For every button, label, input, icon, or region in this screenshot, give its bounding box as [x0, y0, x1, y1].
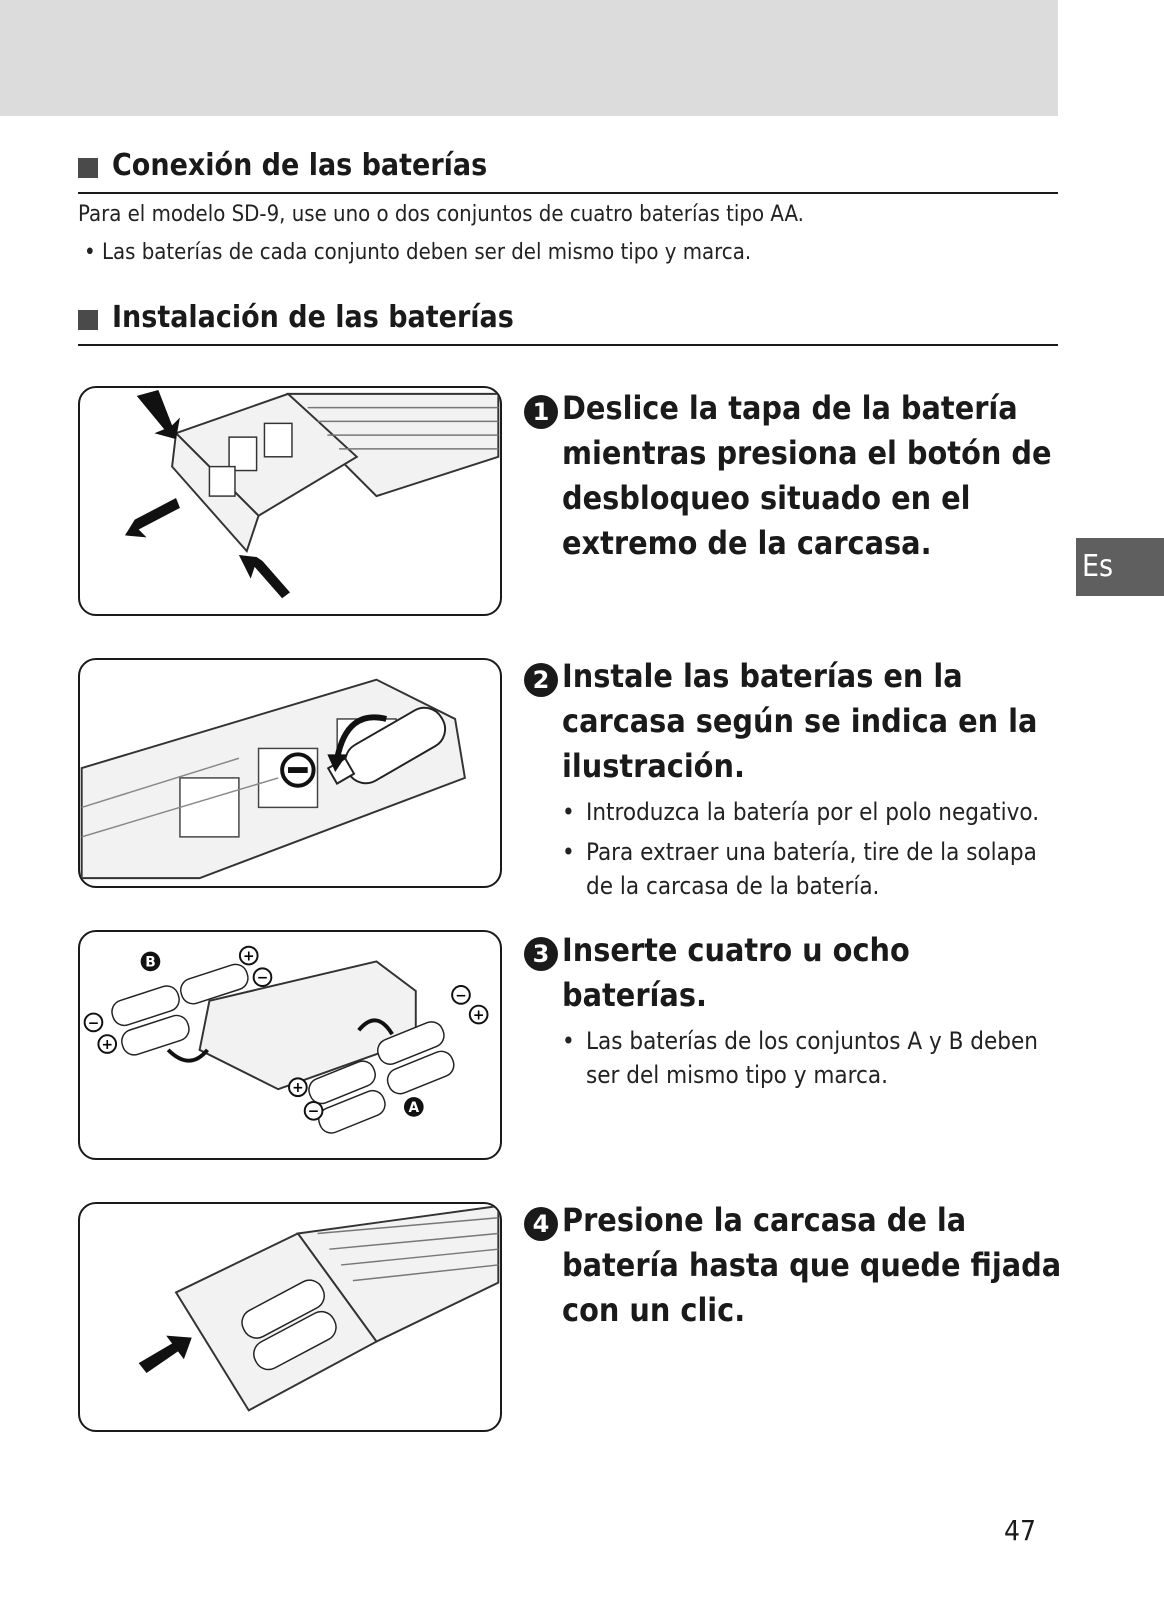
svg-text:B: B [145, 954, 156, 971]
svg-text:−: − [455, 987, 467, 1004]
step-notes [562, 795, 1064, 903]
plus-pole-icon [240, 947, 258, 965]
set-b-label [141, 952, 161, 972]
battery-sets-illustration [80, 932, 500, 1158]
square-bullet-icon [78, 158, 98, 178]
language-tab: Es [1076, 538, 1164, 596]
svg-text:−: − [256, 970, 269, 987]
step-number-badge: 4 [524, 1207, 558, 1241]
svg-text:−: − [307, 1103, 320, 1120]
section-title: Instalación de las baterías [112, 300, 514, 335]
step-number-badge: 2 [524, 663, 558, 697]
svg-text:+: + [472, 1007, 485, 1024]
plus-pole-icon [289, 1078, 307, 1096]
step-2 [524, 654, 1064, 909]
step-notes [562, 1024, 1064, 1092]
step-note: • Para extraer una batería, tire de la solapa de la carcasa de la batería. [562, 835, 1064, 903]
minus-pole-icon [305, 1102, 323, 1120]
svg-text:A: A [408, 1099, 420, 1116]
push-arrow-icon [139, 1336, 192, 1373]
note-text: • Las baterías de cada conjunto deben ser del mismo tipo y marca. [84, 240, 752, 265]
page-number: 47 [1004, 1514, 1037, 1547]
step-3 [524, 928, 1064, 1098]
step-title: Presione la carcasa de la batería hasta que quede fijada con un clic. [562, 1201, 1062, 1329]
plus-pole-icon [470, 1006, 488, 1024]
minus-pole-icon [254, 968, 272, 986]
minus-pole-icon [452, 986, 470, 1004]
battery-holder-close-illustration [80, 1204, 500, 1430]
step-title: Inserte cuatro u ocho baterías. [562, 931, 910, 1014]
step-number-badge: 3 [524, 937, 558, 971]
intro-text: Para el modelo SD-9, use uno o dos conjuntos de cuatro baterías tipo AA. [78, 202, 804, 227]
section-heading-connection [78, 148, 1058, 194]
minus-pole-icon [85, 1014, 103, 1032]
minus-pole-icon [282, 754, 313, 785]
step-4 [524, 1198, 1064, 1333]
header-band [0, 0, 1058, 116]
square-bullet-icon [78, 310, 98, 330]
step-note: • Introduzca la batería por el polo negativo. [562, 795, 1064, 829]
section-heading-installation [78, 300, 1058, 346]
step-title: Instale las baterías en la carcasa según se indica en la ilustración. [562, 657, 1038, 785]
battery-holder-open-illustration [80, 388, 500, 614]
section-title: Conexión de las baterías [112, 148, 488, 183]
figure-open-cover [78, 386, 502, 616]
figure-insert-sets [78, 930, 502, 1160]
figure-install-battery [78, 658, 502, 888]
set-a-label [404, 1097, 424, 1117]
step-title: Deslice la tapa de la batería mientras presiona el botón de desbloqueo situado en el extremo de la carcasa. [562, 389, 1052, 562]
figure-close-holder [78, 1202, 502, 1432]
step-1 [524, 386, 1064, 566]
svg-text:−: − [87, 1015, 100, 1032]
svg-text:+: + [292, 1080, 304, 1097]
svg-text:+: + [101, 1036, 114, 1053]
battery-insert-illustration [80, 660, 500, 886]
plus-pole-icon [98, 1035, 116, 1053]
step-note: • Las baterías de los conjuntos A y B deben ser del mismo tipo y marca. [562, 1024, 1064, 1092]
svg-text:+: + [242, 948, 255, 965]
step-number-badge: 1 [524, 395, 558, 429]
